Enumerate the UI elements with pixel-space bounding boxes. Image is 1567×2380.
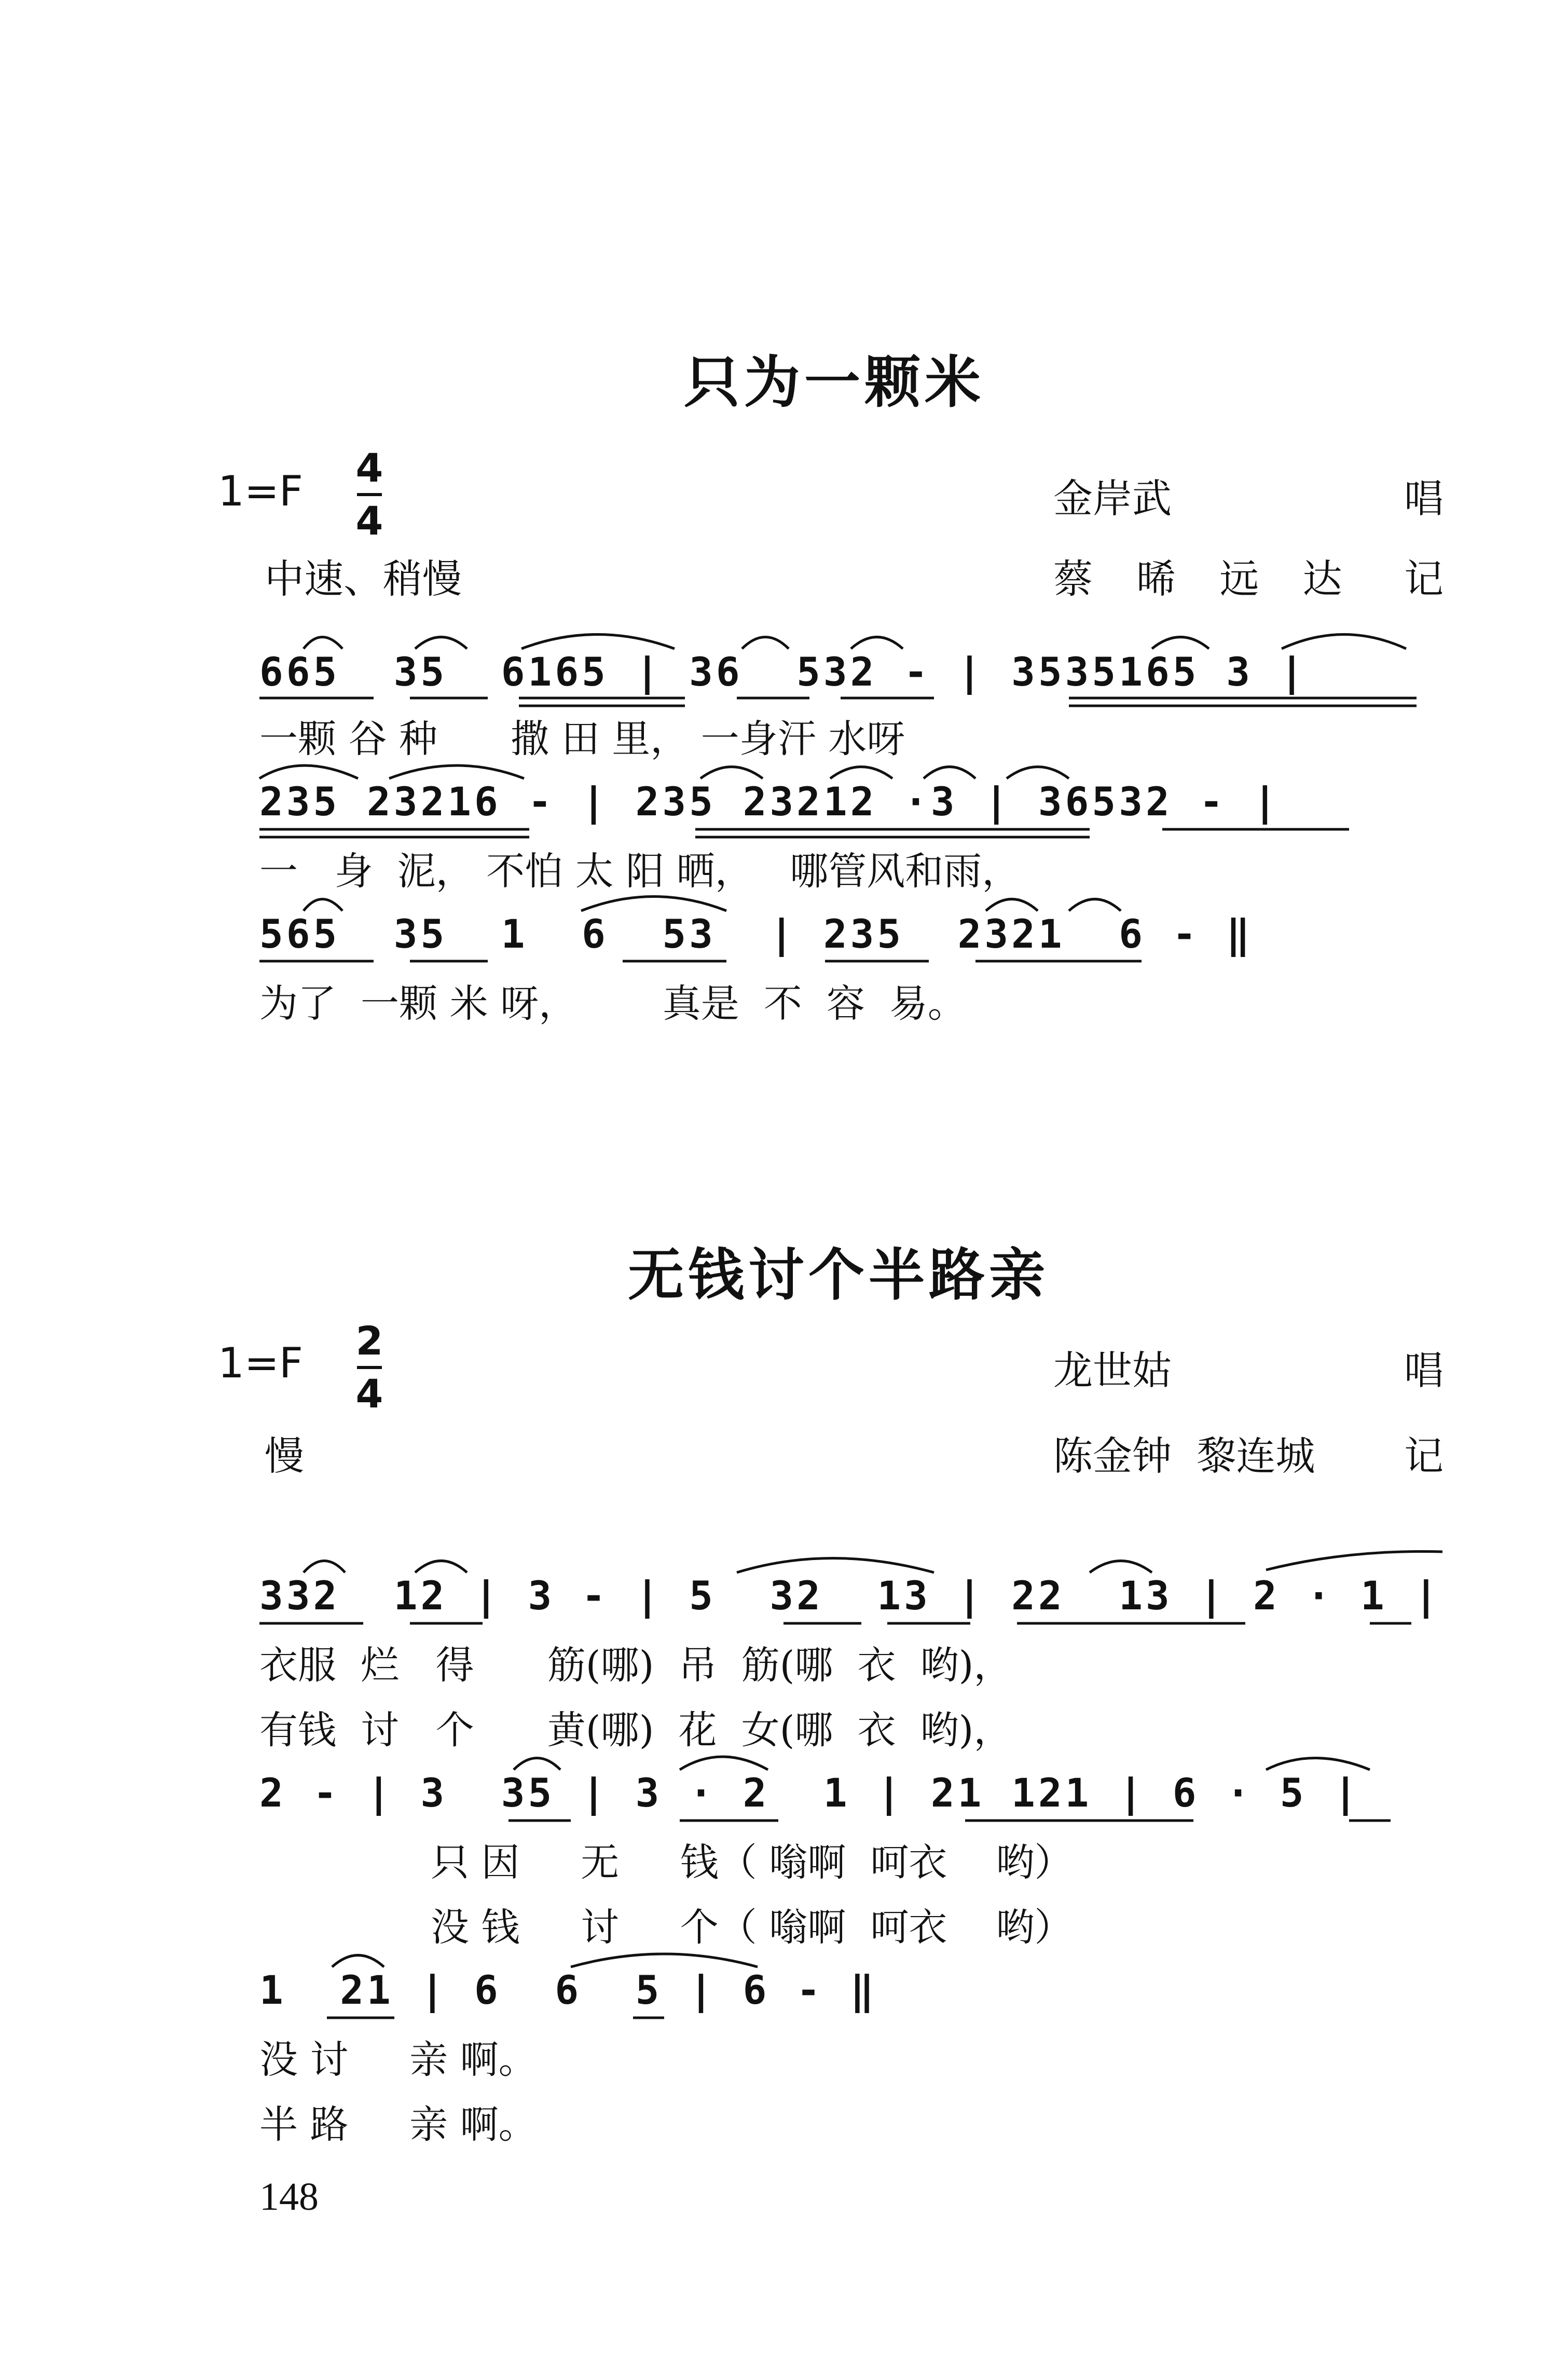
song1-recorder-suffix: 记 <box>1404 556 1444 602</box>
song2-title: 无钱讨个半路亲 <box>628 1243 1050 1308</box>
slur <box>304 1561 345 1573</box>
slur <box>851 637 903 649</box>
slur <box>304 637 342 649</box>
song1-recorder: 蔡 晞 远 达 <box>1053 556 1358 602</box>
slur <box>830 767 892 779</box>
slur <box>1007 767 1069 779</box>
slur <box>259 765 358 778</box>
song2-notes-line-3: 1 21 | 6 6 5 | 6 - ‖ <box>259 1967 877 2013</box>
slur <box>332 1955 384 1967</box>
song2-time-sig-bottom: 4 <box>355 1371 383 1417</box>
song2-lyrics-line-1b: 有钱 讨 个 黄(哪) 花 女(哪 衣 哟)， <box>259 1708 1012 1753</box>
slur <box>304 899 342 911</box>
slur <box>571 1954 758 1967</box>
song2-key: 1=F <box>218 1339 303 1387</box>
slur <box>514 1758 560 1770</box>
song1-notes-line-3: 565 35 1 6 53 | 235 2321 6 - ‖ <box>259 911 1253 957</box>
page-number: 148 <box>259 2175 319 2219</box>
slur <box>389 765 524 778</box>
slur <box>680 1757 768 1770</box>
slur <box>924 767 975 779</box>
song2-lyrics-line-2b: 没 钱 讨 个（ 嗡啊 呵衣 哟） <box>431 1905 1073 1950</box>
slur <box>742 637 789 649</box>
slur <box>700 767 763 779</box>
song2-lyrics-line-2a: 只 因 无 钱（ 嗡啊 呵衣 哟） <box>431 1840 1073 1885</box>
song2-notes-line-2: 2 - | 3 35 | 3 · 2 1 | 21 121 | 6 · 5 | <box>259 1770 1360 1816</box>
slur <box>1266 1758 1370 1770</box>
slur <box>986 899 1038 911</box>
song1-singer: 金岸武 <box>1053 475 1172 522</box>
song1-lyrics-line-3: 为了 一颗 米 呀， 真是 不 容 易。 <box>259 981 966 1026</box>
slur <box>1266 1551 1442 1570</box>
song2-notes-line-1: 332 12 | 3 - | 5 32 13 | 22 13 | 2 · 1 | <box>259 1572 1441 1619</box>
slur <box>1090 1561 1152 1573</box>
slur <box>415 1561 467 1573</box>
slur <box>1152 637 1209 649</box>
song2-recorder-suffix: 记 <box>1404 1433 1444 1479</box>
slur <box>1282 635 1406 649</box>
song2-recorder: 陈金钟 黎连城 <box>1053 1433 1315 1479</box>
song2-singer-suffix: 唱 <box>1404 1347 1444 1393</box>
slur <box>737 1558 934 1573</box>
song1-lyrics-line-2: 一 身 泥， 不怕 太 阳 晒， 哪管风和雨， <box>259 849 1021 894</box>
song2-lyrics-line-3a: 没 讨 亲 啊。 <box>259 2037 537 2082</box>
song1-notes-line-2: 235 23216 - | 235 23212 ·3 | 36532 - | <box>259 778 1280 825</box>
song2-lyrics-line-1a: 衣服 烂 得 筋(哪) 吊 筋(哪 衣 哟)， <box>259 1643 1012 1688</box>
song2-tempo: 慢 <box>265 1433 304 1479</box>
slur <box>521 635 675 649</box>
song2-singer: 龙世姑 <box>1053 1347 1172 1393</box>
song1-singer-suffix: 唱 <box>1404 475 1444 522</box>
slur <box>415 637 467 649</box>
slur <box>581 897 726 911</box>
song1-time-sig-bottom: 4 <box>355 498 383 544</box>
song1-notes-line-1: 665 35 6165 | 36 532 - | 3535165 3 | <box>259 649 1307 695</box>
song1-time-sig-top: 4 <box>355 445 383 491</box>
song1-key: 1=F <box>218 467 303 515</box>
song1-title: 只为一颗米 <box>684 350 985 415</box>
song2-time-sig-top: 2 <box>355 1318 383 1364</box>
slur <box>1069 899 1121 911</box>
song1-tempo: 中速、稍慢 <box>265 556 462 602</box>
song2-lyrics-line-3b: 半 路 亲 啊。 <box>259 2102 537 2147</box>
song1-lyrics-line-1: 一颗 谷 种 撒 田 里， 一身汗 水呀 <box>259 717 905 761</box>
